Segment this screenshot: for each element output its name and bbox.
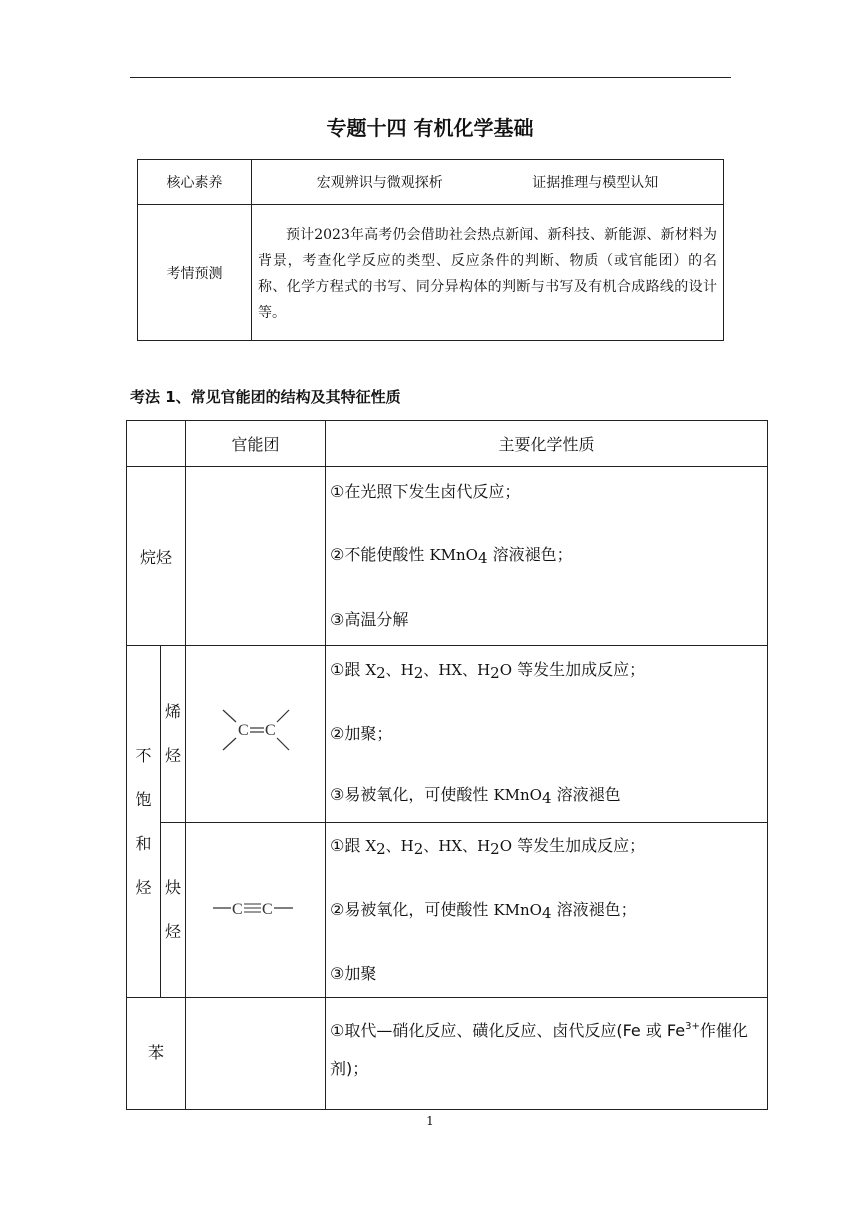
forecast-label: 考情预测 bbox=[138, 205, 252, 341]
svg-text:C: C bbox=[237, 722, 249, 739]
alkyne-properties bbox=[326, 823, 768, 998]
header-functional-group: 官能团 bbox=[186, 421, 326, 467]
page-number: 1 bbox=[426, 1114, 434, 1128]
alkyne-prop-2: ②易被氧化，可使酸性 KMnO4 溶液褪色； bbox=[330, 900, 637, 922]
svg-text:C: C bbox=[231, 901, 243, 918]
alkene-prop-1: ①跟 X2、H2、HX、H2O 等发生加成反应； bbox=[330, 660, 646, 682]
header-chemical-properties: 主要化学性质 bbox=[326, 421, 768, 467]
unsaturated-hydrocarbon-label: 不 饱 和 烃 bbox=[127, 646, 161, 998]
benzene-prop-1-superscript: 3+ bbox=[685, 1021, 700, 1032]
alkane-prop-3: ③高温分解 bbox=[330, 610, 409, 629]
alkane-name: 烷烃 bbox=[127, 467, 186, 646]
svg-text:C: C bbox=[261, 901, 273, 918]
benzene-prop-1a: ①取代—硝化反应、磺化反应、卤代反应(Fe 或 Fe bbox=[330, 1021, 686, 1040]
alkyne-prop-1: ①跟 X2、H2、HX、H2O 等发生加成反应； bbox=[330, 836, 646, 858]
benzene-prop-1c: 作催化剂)； bbox=[330, 1021, 748, 1078]
functional-group-table bbox=[126, 420, 768, 1110]
overview-table bbox=[137, 159, 724, 341]
trait-2: 证据推理与模型认知 bbox=[532, 175, 659, 191]
alkene-double-bond-diagram bbox=[216, 702, 296, 762]
svg-text:C: C bbox=[264, 722, 276, 739]
alkane-properties bbox=[326, 467, 768, 646]
header-rule bbox=[130, 77, 731, 78]
forecast-text: 预计2023年高考仍会借助社会热点新闻、新科技、新能源、新材料为背景，考查化学反应的类型、反应条件的判断、物质（或官能团）的名称、化学方程式的书写、同分异构体的判断与书写及有机合成路线的设计等。 bbox=[258, 226, 717, 321]
page-title: 专题十四 有机化学基础 bbox=[326, 116, 534, 140]
alkene-name: 烯 烃 bbox=[161, 646, 186, 823]
core-literacy-label: 核心素养 bbox=[138, 160, 252, 205]
alkyne-structure bbox=[186, 823, 326, 998]
alkyne-prop-3: ③加聚 bbox=[330, 964, 377, 983]
benzene-group-cell bbox=[186, 998, 326, 1110]
alkyne-triple-bond-diagram bbox=[211, 893, 301, 923]
benzene-properties bbox=[326, 998, 768, 1110]
alkane-group-cell bbox=[186, 467, 326, 646]
core-literacy-values bbox=[252, 160, 724, 205]
alkyne-name: 炔 烃 bbox=[161, 823, 186, 998]
alkene-properties bbox=[326, 646, 768, 823]
trait-1: 宏观辨识与微观探析 bbox=[316, 175, 443, 191]
alkane-prop-2: ②不能使酸性 KMnO4 溶液褪色； bbox=[330, 544, 573, 567]
alkene-prop-2: ②加聚； bbox=[330, 724, 393, 743]
forecast-cell bbox=[252, 205, 724, 341]
alkane-prop-1: ①在光照下发生卤代反应； bbox=[330, 482, 521, 501]
benzene-name: 苯 bbox=[127, 998, 186, 1110]
alkene-prop-3: ③易被氧化，可使酸性 KMnO4 溶液褪色 bbox=[330, 785, 621, 807]
section-title: 考法 1、常见官能团的结构及其特征性质 bbox=[130, 388, 401, 406]
header-empty-cell bbox=[127, 421, 186, 467]
alkene-structure bbox=[186, 646, 326, 823]
